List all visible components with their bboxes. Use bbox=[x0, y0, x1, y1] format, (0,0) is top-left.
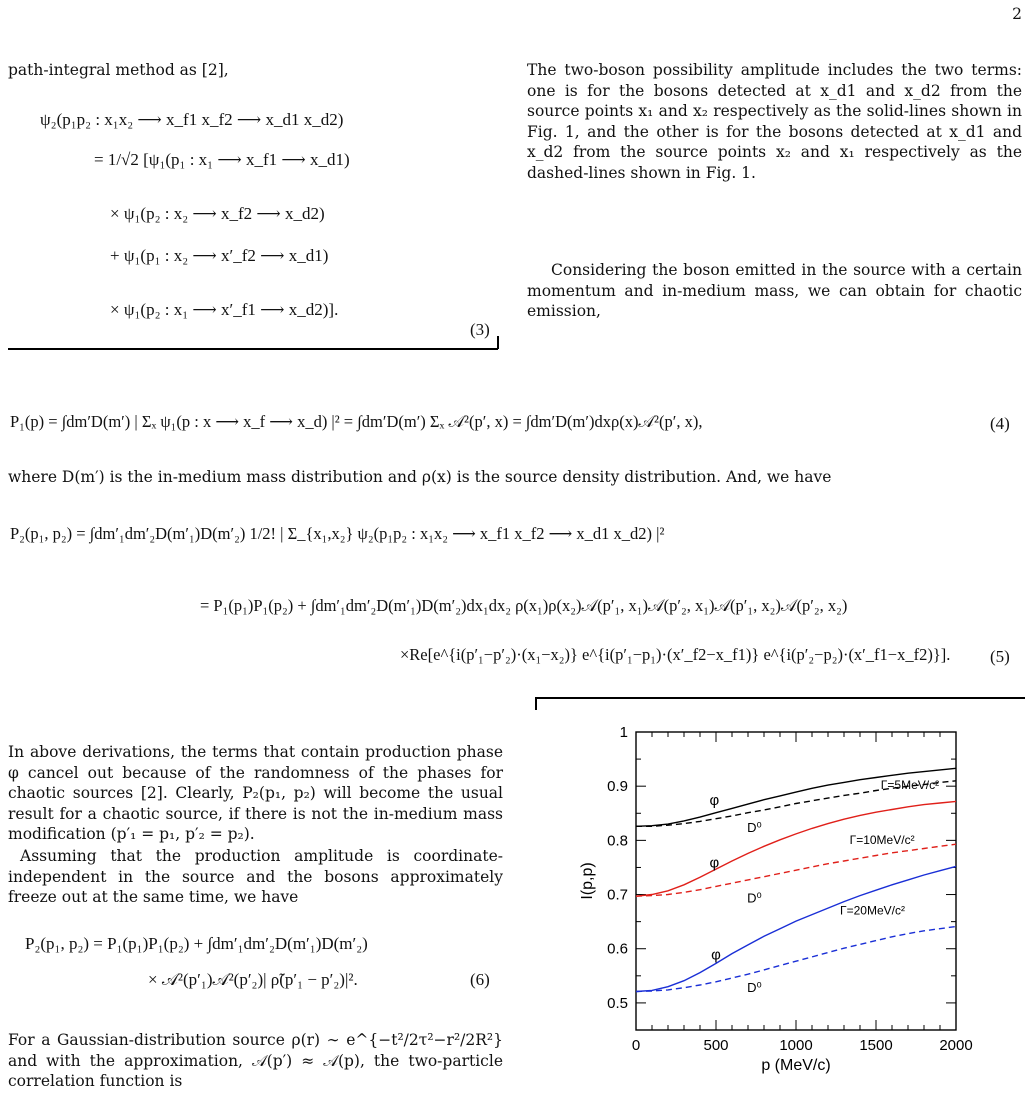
chaotic-emission-paragraph: Considering the boson emitted in the source with a certain momentum and in-medium mass, we can obtain for chaotic emission, bbox=[527, 261, 1022, 320]
annotation-6: D⁰ bbox=[747, 890, 762, 906]
y-tick-label: 0.8 bbox=[607, 832, 628, 850]
eq3-line-4: + ψ₁(p₁ : x₂ ⟶ x′_f2 ⟶ x_d1) bbox=[110, 246, 329, 265]
y-tick-label: 1 bbox=[619, 724, 628, 741]
x-tick-label: 1000 bbox=[779, 1037, 813, 1054]
mid-text: where D(m′) is the in-medium mass distribution and ρ(x) is the source density distribution. And, we have bbox=[8, 468, 832, 486]
annotation-4: D⁰ bbox=[747, 820, 762, 836]
eq3-line-5: × ψ₁(p₂ : x₁ ⟶ x′_f1 ⟶ x_d2)]. bbox=[110, 300, 339, 319]
eq3-line-1: ψ₂(p₁p₂ : x₁x₂ ⟶ x_f1 x_f2 ⟶ x_d1 x_d2) bbox=[40, 110, 344, 129]
annotation-1: Γ=10MeV/c² bbox=[849, 833, 915, 848]
gaussian-paragraph: For a Gaussian-distribution source ρ(r) ∼ e^{−t²/2τ²−r²/2R²} and with the approximation, 𝒜(p′) ≈ 𝒜(p), the two-particle correlation function is bbox=[8, 1031, 503, 1090]
eq5-line-1: P₂(p₁, p₂) = ∫dm′₁dm′₂D(m′₁)D(m′₂) 1/2! | Σ_{x₁,x₂} ψ₂(p₁p₂ : x₁x₂ ⟶ x_f1 x_f2 ⟶ x_d1 x_d2) |² bbox=[10, 524, 665, 543]
x-tick-label: 0 bbox=[631, 1037, 641, 1054]
eq3-line-2: = 1/√2 [ψ₁(p₁ : x₁ ⟶ x_f1 ⟶ x_d1) bbox=[94, 150, 350, 169]
eq3-number: (3) bbox=[470, 320, 490, 339]
annotation-5: φ bbox=[709, 854, 720, 872]
eq3-line-3: × ψ₁(p₂ : x₂ ⟶ x_f2 ⟶ x_d2) bbox=[110, 204, 325, 223]
annotation-2: Γ=20MeV/c² bbox=[840, 903, 905, 918]
eq5-line-2: = P₁(p₁)P₁(p₂) + ∫dm′₁dm′₂D(m′₁)D(m′₂)dx₁dx₂ ρ(x₁)ρ(x₂)𝒜(p′₁, x₁)𝒜(p′₂, x₁)𝒜(p′₁, x₂)𝒜(p′₂, x₂) bbox=[200, 596, 848, 615]
eq6-line-2: × 𝒜²(p′₁)𝒜²(p′₂)| ρ̃(p′₁ − p′₂)|². bbox=[148, 970, 358, 989]
x-tick-label: 500 bbox=[703, 1037, 729, 1054]
x-axis-label: p (MeV/c) bbox=[761, 1057, 831, 1074]
y-tick-label: 0.9 bbox=[607, 778, 628, 796]
y-tick-label: 0.5 bbox=[607, 994, 628, 1012]
intro-line: path-integral method as [2], bbox=[8, 61, 229, 79]
eq6-line-1: P₂(p₁, p₂) = P₁(p₁)P₁(p₂) + ∫dm′₁dm′₂D(m′₁)D(m′₂) bbox=[25, 934, 368, 953]
two-boson-paragraph: The two-boson possibility amplitude includes the two terms: one is for the bosons detected at x_d1 and x_d2 from the source points x₁ and x₂ respectively as the solid-lines shown in Fig. 1, and the other is for the bosons detected at x_d1 and x_d2 from the source points x₂ and x₁ respectively as the dashed-lines shown in Fig. 1. bbox=[527, 61, 1022, 182]
eq4-number: (4) bbox=[990, 414, 1010, 433]
annotation-7: φ bbox=[711, 946, 721, 964]
figure-1 bbox=[570, 720, 1010, 1110]
derivation-paragraph: In above derivations, the terms that contain production phase φ cancel out because of the randomness of the phases for chaotic sources [2]. Clearly, P₂(p₁, p₂) will become the usual result for a chaotic source, if there is not the in-medium mass modification (p′₁ = p₁, p′₂ = p₂). bbox=[8, 743, 503, 843]
series-line-2 bbox=[636, 801, 956, 896]
y-axis-label: I(p,p) bbox=[579, 862, 596, 900]
series-line-5 bbox=[636, 927, 956, 992]
eq5-number: (5) bbox=[990, 647, 1010, 666]
y-tick-label: 0.7 bbox=[607, 886, 628, 904]
series-line-3 bbox=[636, 844, 956, 896]
plot-frame bbox=[636, 732, 956, 1030]
column-rule-right bbox=[535, 697, 1025, 699]
column-rule-right-tick bbox=[535, 697, 537, 710]
annotation-0: Γ=5MeV/c² bbox=[880, 777, 940, 792]
annotation-3: φ bbox=[709, 792, 720, 810]
x-tick-label: 1500 bbox=[859, 1037, 893, 1054]
eq5-line-3: ×Re[e^{i(p′₁−p′₂)·(x₁−x₂)} e^{i(p′₁−p₁)·(x′_f2−x_f1)} e^{i(p′₂−p₂)·(x′_f1−x_f2)}]. bbox=[400, 645, 951, 664]
page-number: 2 bbox=[1012, 5, 1022, 23]
column-rule-left-tick bbox=[497, 336, 499, 349]
eq6-number: (6) bbox=[470, 970, 490, 989]
column-rule-left bbox=[8, 348, 498, 350]
x-tick-label: 2000 bbox=[939, 1037, 973, 1054]
equation-4: P₁(p) = ∫dm′D(m′) | Σₓ ψ₁(p : x ⟶ x_f ⟶ x_d) |² = ∫dm′D(m′) Σₓ 𝒜²(p′, x) = ∫dm′D(m′)dxρ(x)𝒜²(p′, x), bbox=[10, 412, 703, 431]
annotation-8: D⁰ bbox=[747, 980, 762, 996]
assumption-paragraph: Assuming that the production amplitude is coordinate-independent in the source and the bosons approximately freeze out at the same time, we have bbox=[8, 847, 503, 906]
correlation-chart bbox=[570, 720, 1010, 1110]
y-tick-label: 0.6 bbox=[607, 940, 628, 958]
